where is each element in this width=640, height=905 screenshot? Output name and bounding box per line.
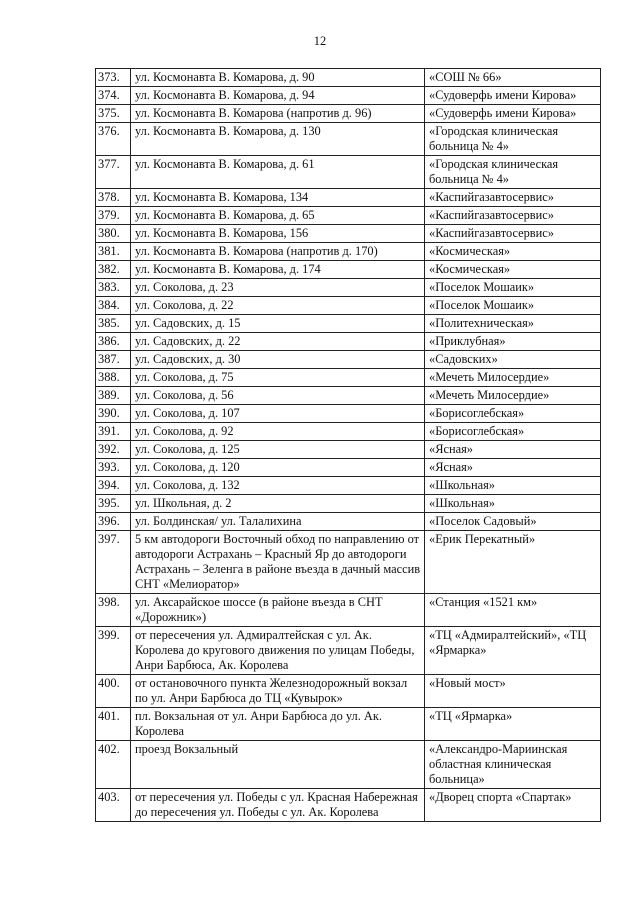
table-row [96, 369, 601, 387]
table-row [96, 297, 601, 315]
row-address: ул. Космонавта В. Комарова, д. 90 [131, 69, 425, 87]
row-address: ул. Садовских, д. 30 [131, 351, 425, 369]
row-number: 376. [96, 123, 131, 156]
row-address: ул. Соколова, д. 22 [131, 297, 425, 315]
table-row [96, 387, 601, 405]
page-number: 12 [313, 34, 327, 48]
row-stop-name: «Политехническая» [425, 315, 601, 333]
table-row [96, 333, 601, 351]
row-stop-name: «Станция «1521 км» [425, 594, 601, 627]
row-stop-name: «Ясная» [425, 459, 601, 477]
row-stop-name: «Мечеть Милосердие» [425, 387, 601, 405]
row-address: ул. Космонавта В. Комарова (напротив д. 96) [131, 105, 425, 123]
table-row [96, 477, 601, 495]
row-stop-name: «Садовских» [425, 351, 601, 369]
row-number: 377. [96, 156, 131, 189]
row-address: ул. Соколова, д. 92 [131, 423, 425, 441]
row-number: 402. [96, 741, 131, 789]
row-stop-name: «Борисоглебская» [425, 423, 601, 441]
table-row [96, 627, 601, 675]
row-stop-name: «Каспийгазавтосервис» [425, 207, 601, 225]
table-row [96, 459, 601, 477]
row-number: 379. [96, 207, 131, 225]
row-address: ул. Космонавта В. Комарова, д. 130 [131, 123, 425, 156]
row-address: ул. Соколова, д. 75 [131, 369, 425, 387]
row-stop-name: «Поселок Мошаик» [425, 279, 601, 297]
row-stop-name: «Новый мост» [425, 675, 601, 708]
row-address: от пересечения ул. Адмиралтейская с ул. Ак. Королева до кругового движения по улицам Победы, Анри Барбюса, Ак. Королева [131, 627, 425, 675]
row-address: проезд Вокзальный [131, 741, 425, 789]
stops-table-body [96, 69, 601, 822]
row-number: 385. [96, 315, 131, 333]
row-address: ул. Болдинская/ ул. Талалихина [131, 513, 425, 531]
row-number: 380. [96, 225, 131, 243]
row-address: ул. Космонавта В. Комарова, д. 61 [131, 156, 425, 189]
table-row [96, 351, 601, 369]
table-row [96, 513, 601, 531]
row-stop-name: «Космическая» [425, 243, 601, 261]
row-address: ул. Космонавта В. Комарова, д. 174 [131, 261, 425, 279]
row-stop-name: «Дворец спорта «Спартак» [425, 789, 601, 822]
table-row [96, 423, 601, 441]
row-number: 386. [96, 333, 131, 351]
table-row [96, 123, 601, 156]
row-stop-name: «Поселок Мошаик» [425, 297, 601, 315]
row-address: ул. Соколова, д. 56 [131, 387, 425, 405]
row-stop-name: «Борисоглебская» [425, 405, 601, 423]
row-number: 394. [96, 477, 131, 495]
row-stop-name: «Городская клиническая больница № 4» [425, 156, 601, 189]
row-stop-name: «Поселок Садовый» [425, 513, 601, 531]
row-stop-name: «Александро-Мариинская областная клиническая больница» [425, 741, 601, 789]
row-address: от остановочного пункта Железнодорожный вокзал по ул. Анри Барбюса до ТЦ «Кувырок» [131, 675, 425, 708]
table-row [96, 675, 601, 708]
row-number: 375. [96, 105, 131, 123]
table-row [96, 789, 601, 822]
row-address: ул. Школьная, д. 2 [131, 495, 425, 513]
table-row [96, 189, 601, 207]
row-address: ул. Космонавта В. Комарова, 156 [131, 225, 425, 243]
row-address: ул. Соколова, д. 107 [131, 405, 425, 423]
row-number: 396. [96, 513, 131, 531]
row-address: ул. Садовских, д. 22 [131, 333, 425, 351]
row-number: 398. [96, 594, 131, 627]
row-number: 392. [96, 441, 131, 459]
row-number: 397. [96, 531, 131, 594]
row-address: 5 км автодороги Восточный обход по направлению от автодороги Астрахань – Красный Яр до автодороги Астрахань – Зеленга в районе въезда в дачный массив СНТ «Мелиоратор» [131, 531, 425, 594]
row-number: 390. [96, 405, 131, 423]
table-row [96, 156, 601, 189]
stops-table [95, 68, 601, 822]
table-row [96, 495, 601, 513]
table-row [96, 594, 601, 627]
row-address: ул. Аксарайское шоссе (в районе въезда в СНТ «Дорожник») [131, 594, 425, 627]
row-stop-name: «Городская клиническая больница № 4» [425, 123, 601, 156]
row-number: 384. [96, 297, 131, 315]
row-address: ул. Космонавта В. Комарова, 134 [131, 189, 425, 207]
row-address: от пересечения ул. Победы с ул. Красная Набережная до пересечения ул. Победы с ул. Ак. Королева [131, 789, 425, 822]
row-stop-name: «ТЦ «Адмиралтейский», «ТЦ «Ярмарка» [425, 627, 601, 675]
row-stop-name: «Ясная» [425, 441, 601, 459]
row-number: 403. [96, 789, 131, 822]
row-stop-name: «Школьная» [425, 477, 601, 495]
table-row [96, 279, 601, 297]
row-number: 399. [96, 627, 131, 675]
table-row [96, 315, 601, 333]
table-row [96, 243, 601, 261]
table-row [96, 261, 601, 279]
row-number: 387. [96, 351, 131, 369]
row-address: ул. Космонавта В. Комарова (напротив д. 170) [131, 243, 425, 261]
row-stop-name: «Космическая» [425, 261, 601, 279]
row-address: ул. Соколова, д. 23 [131, 279, 425, 297]
row-stop-name: «Ерик Перекатный» [425, 531, 601, 594]
row-number: 374. [96, 87, 131, 105]
table-row [96, 741, 601, 789]
row-number: 393. [96, 459, 131, 477]
row-number: 381. [96, 243, 131, 261]
table-row [96, 87, 601, 105]
row-number: 388. [96, 369, 131, 387]
table-row [96, 441, 601, 459]
row-stop-name: «ТЦ «Ярмарка» [425, 708, 601, 741]
row-address: пл. Вокзальная от ул. Анри Барбюса до ул. Ак. Королева [131, 708, 425, 741]
row-stop-name: «Каспийгазавтосервис» [425, 225, 601, 243]
row-stop-name: «Мечеть Милосердие» [425, 369, 601, 387]
row-number: 383. [96, 279, 131, 297]
row-number: 391. [96, 423, 131, 441]
row-stop-name: «Приклубная» [425, 333, 601, 351]
row-number: 373. [96, 69, 131, 87]
row-number: 378. [96, 189, 131, 207]
row-number: 400. [96, 675, 131, 708]
row-stop-name: «Школьная» [425, 495, 601, 513]
row-stop-name: «Судоверфь имени Кирова» [425, 105, 601, 123]
row-address: ул. Садовских, д. 15 [131, 315, 425, 333]
row-number: 389. [96, 387, 131, 405]
row-number: 382. [96, 261, 131, 279]
row-address: ул. Соколова, д. 125 [131, 441, 425, 459]
row-stop-name: «Каспийгазавтосервис» [425, 189, 601, 207]
row-address: ул. Соколова, д. 120 [131, 459, 425, 477]
table-row [96, 105, 601, 123]
table-row [96, 69, 601, 87]
row-address: ул. Космонавта В. Комарова, д. 65 [131, 207, 425, 225]
table-row [96, 225, 601, 243]
row-address: ул. Космонавта В. Комарова, д. 94 [131, 87, 425, 105]
row-stop-name: «Судоверфь имени Кирова» [425, 87, 601, 105]
table-row [96, 708, 601, 741]
table-row [96, 405, 601, 423]
table-row [96, 531, 601, 594]
row-stop-name: «СОШ № 66» [425, 69, 601, 87]
row-address: ул. Соколова, д. 132 [131, 477, 425, 495]
table-row [96, 207, 601, 225]
row-number: 395. [96, 495, 131, 513]
row-number: 401. [96, 708, 131, 741]
